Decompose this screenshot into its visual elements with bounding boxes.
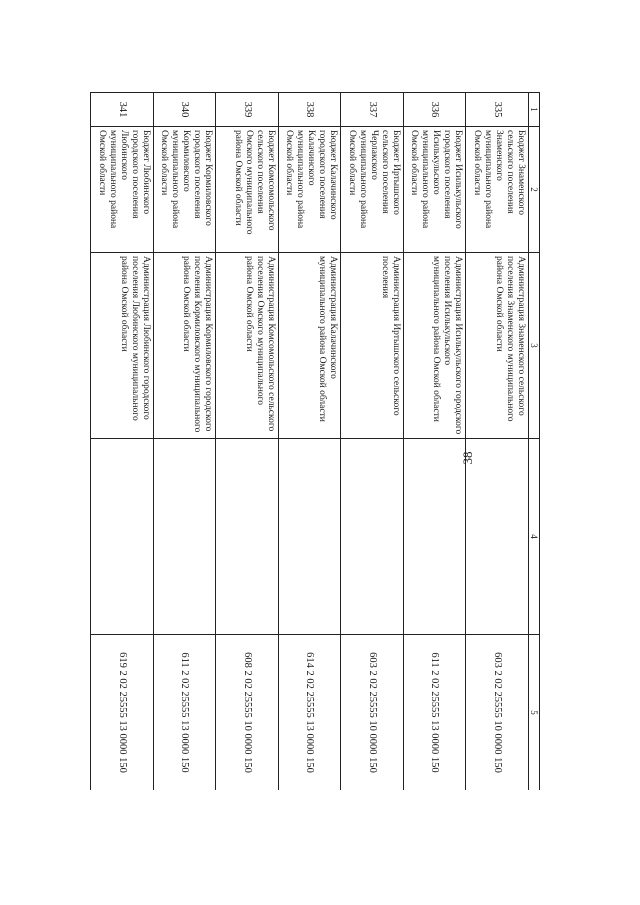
administrator-name: Администрация Иртышского сельского поселения: [341, 253, 404, 439]
budget-code: 603 2 02 25555 10 0000 150: [341, 635, 404, 791]
table-row: [278, 93, 341, 791]
administrator-name: Администрация Кормиловского городского поселения Кормиловского муниципального района Омской области: [153, 253, 216, 439]
budget-code: 603 2 02 25555 10 0000 150: [466, 635, 529, 791]
budget-code: 614 2 02 25555 13 0000 150: [278, 635, 341, 791]
column-4-cell: [403, 439, 466, 635]
header-col-2: 2: [528, 127, 539, 253]
row-number: 341: [91, 93, 154, 127]
budget-code: 608 2 02 25555 10 0000 150: [216, 635, 279, 791]
header-col-5: 5: [528, 635, 539, 791]
header-col-1: 1: [528, 93, 539, 127]
table-row: [341, 93, 404, 791]
column-4-cell: [91, 439, 154, 635]
row-number: 340: [153, 93, 216, 127]
row-number: 337: [341, 93, 404, 127]
administrator-name: Администрация Знаменского сельского поселения Знаменского муниципального района Омской области: [466, 253, 529, 439]
row-number: 339: [216, 93, 279, 127]
budget-code: 611 2 02 25555 13 0000 150: [153, 635, 216, 791]
table-row: [216, 93, 279, 791]
administrator-name: Администрация Калачинского муниципального района Омской области: [278, 253, 341, 439]
budget-name: Бюджет Комсомольского сельского поселения Омского муниципального района Омской области: [216, 127, 279, 253]
budget-name: Бюджет Знаменского сельского поселения Знаменского муниципального района Омской области: [466, 127, 529, 253]
budget-name: Бюджет Исилькульского городского поселения Исилькульского муниципального района Омской области: [403, 127, 466, 253]
budget-code: 619 2 02 25555 13 0000 150: [91, 635, 154, 791]
budget-name: Бюджет Калачинского городского поселения Калачинского муниципального района Омской области: [278, 127, 341, 253]
row-number: 336: [403, 93, 466, 127]
column-4-cell: [278, 439, 341, 635]
table-row: [153, 93, 216, 791]
header-col-4: 4: [528, 439, 539, 635]
budget-table: [90, 92, 540, 790]
row-number: 335: [466, 93, 529, 127]
column-4-cell: [466, 439, 529, 635]
budget-name: Бюджет Иртышского сельского поселения Черлакского муниципального района Омской области: [341, 127, 404, 253]
table-frame: [90, 92, 540, 790]
table-row: [466, 93, 529, 791]
table-row: [403, 93, 466, 791]
column-4-cell: [153, 439, 216, 635]
budget-code: 611 2 02 25555 13 0000 150: [403, 635, 466, 791]
table-row: [91, 93, 154, 791]
administrator-name: Администрация Комсомольского сельского поселения Омского муниципального района Омской области: [216, 253, 279, 439]
row-number: 338: [278, 93, 341, 127]
header-col-3: 3: [528, 253, 539, 439]
budget-name: Бюджет Любинского городского поселения Любинского муниципального района Омской области: [91, 127, 154, 253]
page-number: 38: [460, 451, 475, 465]
column-4-cell: [216, 439, 279, 635]
table-header-row: [528, 93, 539, 791]
administrator-name: Администрация Любинского городского поселения Любинского муниципального района Омской области: [91, 253, 154, 439]
budget-name: Бюджет Кормиловского городского поселения Кормиловского муниципального района Омской области: [153, 127, 216, 253]
rotated-table-wrapper: [90, 92, 540, 790]
administrator-name: Администрация Исилькульского городского поселения Исилькульского муниципального района Омской области: [403, 253, 466, 439]
column-4-cell: [341, 439, 404, 635]
